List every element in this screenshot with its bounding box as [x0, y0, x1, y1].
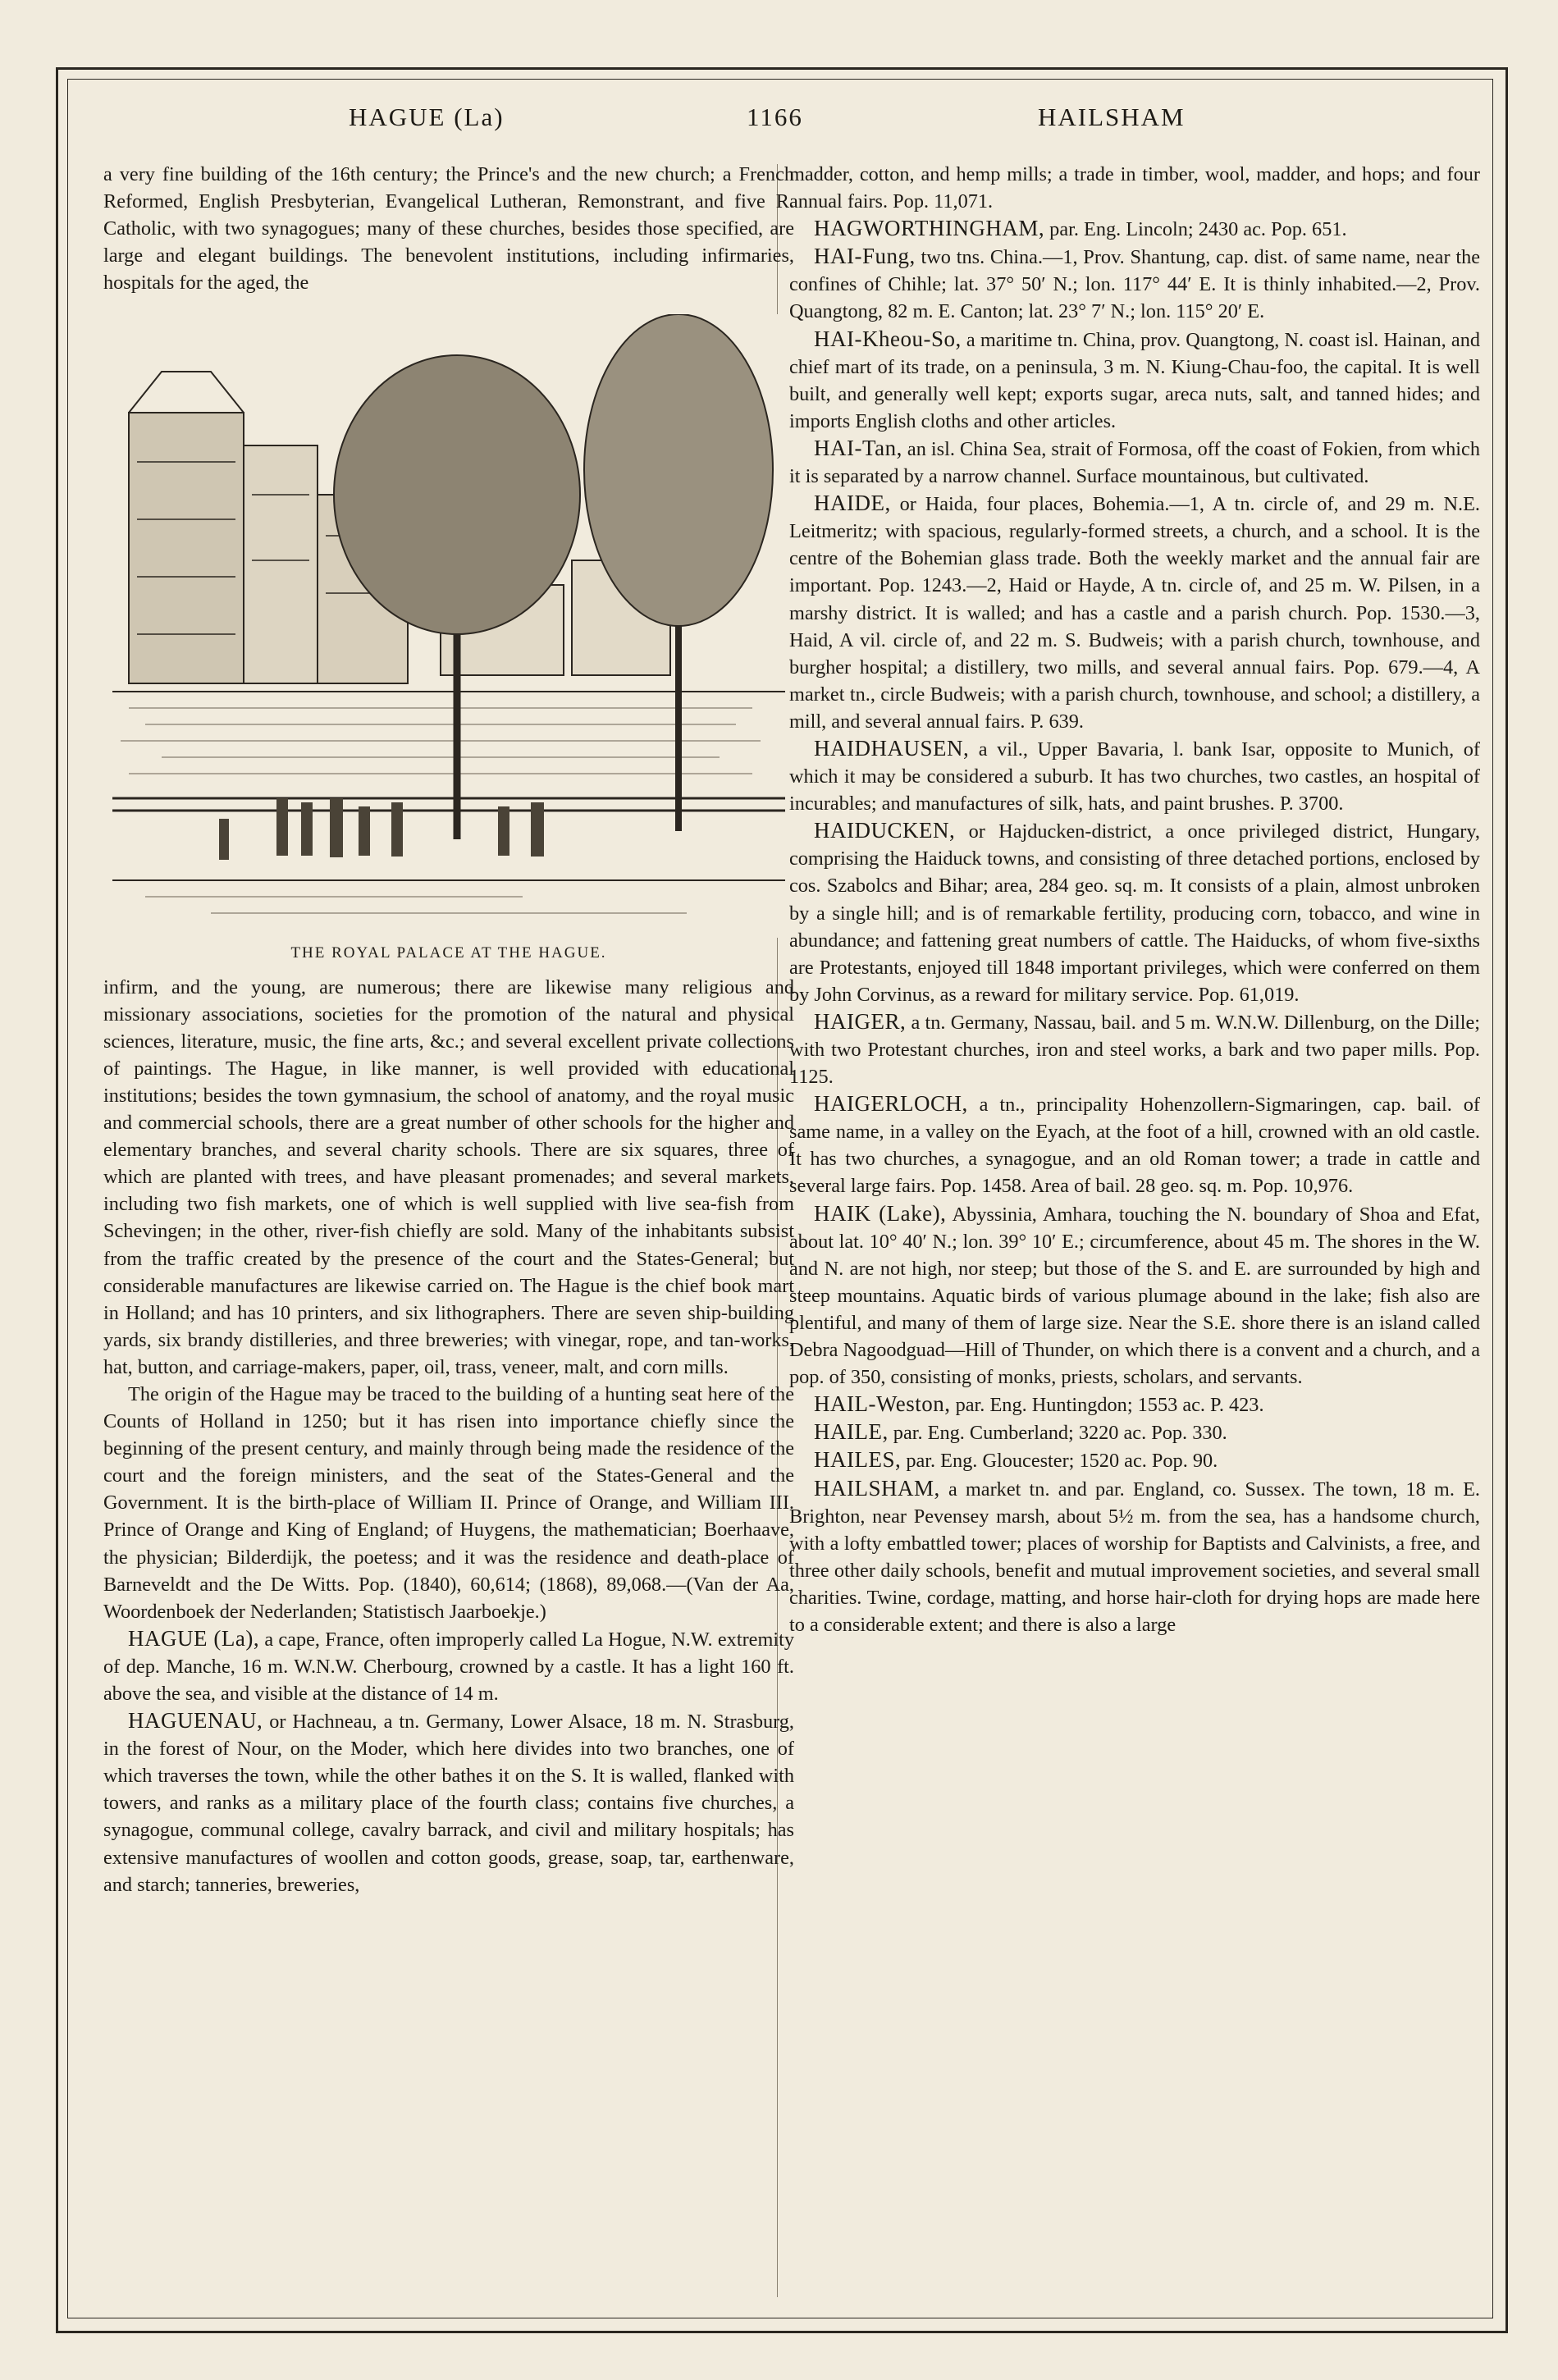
entry-headword: HAIGERLOCH, — [814, 1091, 968, 1117]
entry-haiger — [789, 1008, 1480, 1090]
entry-text: or Haida, four places, Bohemia.—1, A tn. circle of, and 29 m. N.E. Leitmeritz; with spacious, regularly-formed streets, a church, and a school. It is the centre of the Bohemian glass trade. Both the weekly market and the annual fair are important. Pop. 1243.—2, Haid or Hayde, A tn. circle of, and 25 m. W. Pilsen, in a marshy district. It is walled; and has a castle and a parish church. Pop. 1530.—3, Haid, A vil. circle of, and 22 m. S. Budweis; with a parish church, townhouse, and burgher hospital; a distillery, two mills, and several annual fairs. Pop. 679.—4, A market tn., circle Budweis; with a parish church, townhouse, and school; a distillery, a mill, and several annual fairs. P. 639. — [789, 493, 1480, 733]
entry-headword: HAILES, — [814, 1447, 902, 1473]
entry-headword: HAIK (Lake), — [814, 1200, 947, 1226]
entry-hagworthingham — [789, 215, 1480, 243]
header-right-title: HAILSHAM — [1038, 103, 1186, 131]
entry-text: an isl. China Sea, strait of Formosa, off the coast of Fokien, from which it is separated by a narrow channel. Surface mountainous, but cultivated. — [789, 437, 1480, 488]
entry-hailes — [789, 1446, 1480, 1474]
entry-headword: HAIL-Weston, — [814, 1391, 951, 1417]
entry-text: or Hajducken-district, a once privileged district, Hungary, comprising the Haiduck towns, and consisting of three detached portions, enclosed by cos. Szabolcs and Bihar; area, 284 geo. sq. m. It consists of a plain, almost unbroken by a single hill; and is of remarkable fertility, producing corn, tobacco, and wine in abundance; and fattening great numbers of cattle. The Haiducks, of whom five-sixths are Protestants, enjoyed till 1848 important privileges, which were conferred on them by John Corvinus, as a reward for military service. Pop. 61,019. — [789, 820, 1480, 1006]
header-left-title: HAGUE (La) — [349, 103, 505, 131]
entry-headword: HAILE, — [814, 1419, 889, 1445]
entry-hague-la — [103, 1625, 794, 1707]
entry-text: or Hachneau, a tn. Germany, Lower Alsace, 18 m. N. Strasburg, in the forest of Nour, on the Moder, which here divides into two branches, one of which traverses the town, while the other bathes it on the S. It is walled, flanked with towers, and ranks as a military place of the fourth class; contains five churches, a synagogue, communal college, cavalry barrack, and civil and military hospitals; has extensive manufactures of woollen and cotton goods, grease, soap, tar, earthenware, and starch; tanneries, breweries, — [103, 1711, 794, 1896]
entry-haik-lake — [789, 1200, 1480, 1391]
entry-headword: HAI-Tan, — [814, 435, 902, 460]
page-number: 1166 — [747, 103, 803, 131]
royal-palace-engraving — [112, 314, 785, 938]
entry-text: a tn. Germany, Nassau, bail. and 5 m. W.N.W. Dillenburg, on the Dille; with two Protestant churches, iron and steel works, a bark and two paper mills. Pop. 1125. — [789, 1011, 1480, 1089]
paragraph: madder, cotton, and hemp mills; a trade in timber, wool, madder, and hops; and four annual fairs. Pop. 11,071. — [789, 163, 1480, 213]
entry-text: two tns. China.—1, Prov. Shantung, cap. dist. of same name, near the confines of Chihle; lat. 37° 50′ N.; lon. 117° 44′ E. It is thinly inhabited.—2, Prov. Quangtong, 82 m. E. Canton; lat. 23° 7′ N.; lon. 115° 20′ E. — [789, 246, 1480, 323]
paragraph: infirm, and the young, are numerous; there are likewise many religious and missionary associations, societies for the promotion of the natural and physical sciences, literature, music, the fine arts, &c.; and several excellent private collections of paintings. The Hague, in like manner, is well provided with educational institutions; besides the town gymnasium, the school of anatomy, and the royal music and commercial schools, there are a great number of other schools for the higher and elementary branches, and several charity schools. There are six squares, three of which are planted with trees, and have pleasant promenades; and several markets, including two fish markets, one of which is well supplied with live sea-fish from Schevingen; in the other, river-fish chiefly are sold. Many of the inhabitants subsist from the traffic created by the presence of the court and the States-General; but considerable manufactures are likewise carried on. The Hague is the chief book mart in Holland; and has 10 printers, and six lithographers. There are seven ship-building yards, six brandy distilleries, and three breweries; with vinegar, rope, and tan-works, hat, button, and carriage-makers, paper, oil, trass, veneer, malt, and corn mills. — [103, 975, 794, 1378]
entry-headword: HAILSHAM, — [814, 1475, 940, 1501]
entry-hai-fung — [789, 243, 1480, 325]
entry-headword: HAGWORTHINGHAM, — [814, 216, 1045, 241]
paragraph: The origin of the Hague may be traced to the building of a hunting seat here of the Counts of Holland in 1250; but it has risen into importance chiefly since the beginning of the present century, and mainly through being made the residence of the court and the foreign ministers, and the seat of the States-General and the Government. It is the birth-place of William II. Prince of Orange, and William III. Prince of Orange and King of England; of Huygens, the mathematician; Boerhaave, the physician; Bilderdijk, the poetess; and it was the residence and death-place of Barneveldt and the De Witts. Pop. (1840), 60,614; (1868), 89,068.—(Van der Aa, Woordenboek der Nederlanden; Statistisch Jaarboekje.) — [103, 1382, 794, 1623]
entry-hai-tan — [789, 435, 1480, 490]
entry-headword: HAGUENAU, — [128, 1708, 263, 1734]
entry-text: Abyssinia, Amhara, touching the N. boundary of Shoa and Efat, about lat. 10° 40′ N.; lon. 39° 10′ E.; circumference, about 45 m. The shores in the W. and N. are not high, nor steep; but those of the S. and E. are surrounded by high and steep mountains. Aquatic birds of various plumage abound in the lake; fish also are plentiful, and many of them of large size. Near the S.E. shore there is an island called Debra Nagoodguad—Hill of Thunder, on which there is a convent and a church, and a pop. of 350, consisting of monks, priests, scholars, and servants. — [789, 1203, 1480, 1389]
engraving-figure — [103, 314, 794, 966]
entry-headword: HAI-Fung, — [814, 244, 916, 269]
entry-hailsham — [789, 1475, 1480, 1639]
entry-hail-weston — [789, 1391, 1480, 1418]
entry-headword: HAI-Kheou-So, — [814, 326, 962, 351]
entry-hai-kheou-so — [789, 326, 1480, 435]
entry-text: a maritime tn. China, prov. Quangtong, N. coast isl. Hainan, and chief mart of its trade, on a peninsula, 3 m. N. Kiung-Chau-foo, the capital. It is well built, and generally well kept; exports sugar, areca nuts, salt, and tanned hides; and imports English cloths and other articles. — [789, 328, 1480, 432]
entry-text: par. Eng. Gloucester; 1520 ac. Pop. 90. — [901, 1450, 1218, 1473]
entry-headword: HAIDE, — [814, 491, 891, 516]
entry-text: a vil., Upper Bavaria, l. bank Isar, opposite to Munich, of which it may be considered a suburb. It has two churches, two castles, an hospital of incurables; and manufactures of silk, hats, and paint brushes. P. 3700. — [789, 738, 1480, 815]
entry-text: par. Eng. Lincoln; 2430 ac. Pop. 651. — [1044, 218, 1347, 241]
entry-haiducken — [789, 817, 1480, 1008]
entry-text: par. Eng. Cumberland; 3220 ac. Pop. 330. — [888, 1422, 1227, 1445]
entry-text: a cape, France, often improperly called La Hogue, N.W. extremity of dep. Manche, 16 m. W.N.W. Cherbourg, crowned by a castle. It has a light 160 ft. above the sea, and visible at the distance of 14 m. — [103, 1628, 794, 1705]
entry-haile — [789, 1418, 1480, 1446]
entry-headword: HAIGER, — [814, 1008, 907, 1034]
entry-haigerloch — [789, 1090, 1480, 1199]
figure-caption: THE ROYAL PALACE AT THE HAGUE. — [290, 944, 607, 962]
paragraph: a very fine building of the 16th century; the Prince's and the new church; a French Reformed, English Presbyterian, Evangelical Lutheran, Remonstrant, and five R. Catholic, with two synagogues; many of these churches, besides those specified, are large and elegant buildings. The benevolent institutions, including infirmaries, hospitals for the aged, the — [103, 163, 794, 295]
entry-headword: HAGUE (La), — [128, 1625, 260, 1651]
entry-text: par. Eng. Huntingdon; 1553 ac. P. 423. — [950, 1394, 1264, 1417]
entry-haidhausen — [789, 735, 1480, 817]
entry-haide — [789, 490, 1480, 735]
right-column — [789, 161, 1480, 1638]
left-column — [103, 161, 794, 1898]
entry-text: a tn., principality Hohenzollern-Sigmaringen, cap. bail. of same name, in a valley on the Eyach, at the foot of a hill, crowned with an old castle. It has two churches, a synagogue, and an old Roman tower; a trade in cattle and several large fairs. Pop. 1458. Area of bail. 28 geo. sq. m. Pop. 10,976. — [789, 1094, 1480, 1198]
entry-headword: HAIDUCKEN, — [814, 818, 956, 843]
entry-haguenau — [103, 1707, 794, 1898]
entry-headword: HAIDHAUSEN, — [814, 735, 970, 761]
running-header — [98, 103, 1460, 144]
entry-text: a market tn. and par. England, co. Sussex. The town, 18 m. E. Brighton, near Pevensey marsh, about 5½ m. from the sea, has a handsome church, with a lofty embattled tower; places of worship for Baptists and Calvinists, a free, and three other daily schools, benefit and mutual improvement societies, and several small charities. Twine, cordage, matting, and horse hair-cloth for drying hops are made here to a considerable extent; and there is also a large — [789, 1478, 1480, 1636]
